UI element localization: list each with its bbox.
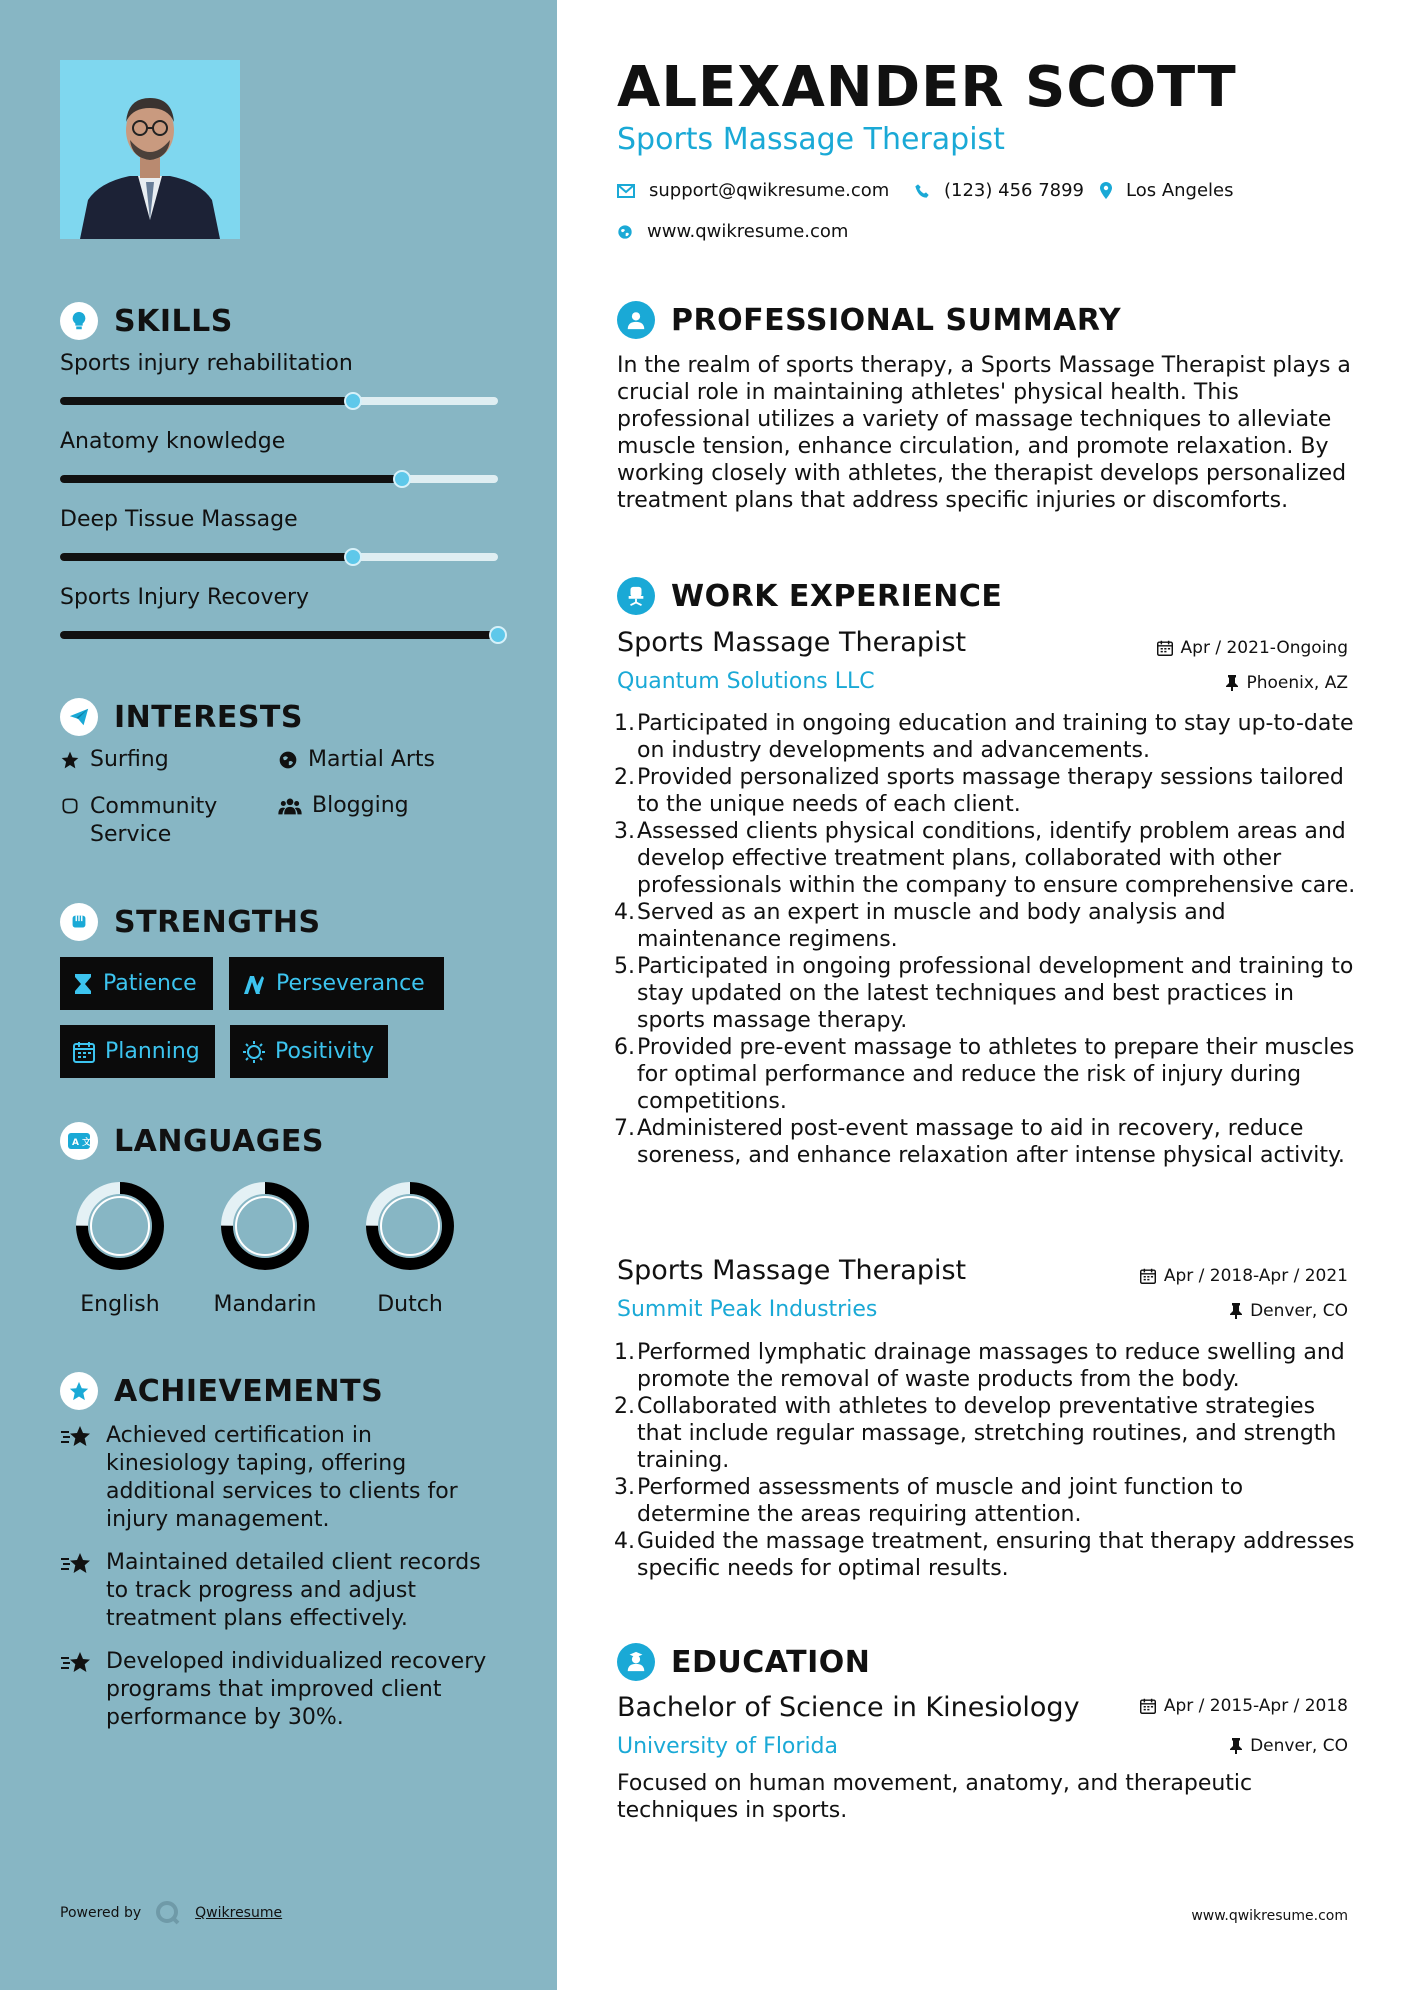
hourglass-icon [73,973,93,995]
strengths-title: STRENGTHS [114,904,321,940]
language-ring [362,1178,458,1274]
list-item: 6. Provided pre-event massage to athletes to prepare their muscles for optimal performance and reduce the risk of injury during competitions. [614,1035,1355,1114]
achievement-text: Achieved certification in kinesiology taping, offering additional services to clients for injury management. [106,1423,458,1532]
calendar-icon [1140,1698,1156,1714]
skill-bar-knob [393,470,411,488]
phone-icon [914,183,930,199]
strength-chip [229,957,444,1010]
powered-by-label: Powered by [60,1905,142,1921]
duty-text: Served as an expert in muscle and body analysis and maintenance regimens. [637,900,1226,952]
sidebar [0,0,557,1990]
graduate-icon [617,1643,655,1681]
list-item: 1. Performed lymphatic drainage massages to reduce swelling and promote the removal of waste products from the body. [611,1339,1356,1393]
summary-text: In the realm of sports therapy, a Sports Massage Therapist plays a crucial role in maintaining athletes' physical health. This professional utilizes a variety of massage techniques to alleviate muscle tension, enhance circulation, and promote relaxation. By working closely with athletes, the therapist develops personalized treatment plans that address specific injuries or discomforts. [617,353,1351,513]
list-item: 3. Assessed clients physical conditions, identify problem areas and develop effective treatment plans, collaborated with other professionals within the company to ensure comprehensive care. [614,819,1356,898]
shooting-star-icon [60,1551,94,1577]
interest-item [278,793,409,818]
job-duties-list [611,1339,1356,1582]
achievements-heading [60,1372,383,1410]
education-location-text: Denver, CO [1250,1736,1348,1756]
skill-bar [60,475,498,483]
globe-icon [278,750,298,770]
achievement-item [60,1549,500,1633]
interest-item [278,747,435,772]
location-contact [1100,180,1234,201]
candidate-role: Sports Massage Therapist [617,122,1005,157]
summary-title: PROFESSIONAL SUMMARY [671,302,1122,338]
language-label: English [80,1292,160,1317]
languages-heading [60,1122,324,1160]
calendar-icon [73,1041,95,1063]
achievement-item [60,1422,500,1534]
job-title: Sports Massage Therapist [617,627,967,658]
duty-text: Participated in ongoing education and training to stay up-to-date on industry developments and advancements. [637,711,1354,763]
email-text: support@qwikresume.com [649,180,890,201]
experience-title: WORK EXPERIENCE [671,578,1003,614]
phone-text: (123) 456 7899 [944,180,1085,201]
list-item: 2. Collaborated with athletes to develop preventative strategies that include regular massage, stretching routines, and strength training. [611,1393,1356,1474]
hiking-icon [242,974,266,994]
language-label: Dutch [377,1292,443,1317]
strength-label: Patience [103,971,197,996]
skill-bar-knob [344,392,362,410]
job-dates-text: Apr / 2021-Ongoing [1180,638,1348,658]
list-item: 5. Participated in ongoing professional development and training to stay updated on the latest techniques and best practices in sports massage therapy. [611,953,1356,1034]
calendar-icon [1157,640,1173,656]
skill-bar [60,397,498,405]
website-contact[interactable] [617,221,848,242]
website-text: www.qwikresume.com [647,221,849,242]
duty-text: Administered post-event massage to aid in recovery, reduce soreness, and enhance relaxation after intense physical activity. [637,1116,1345,1168]
duty-text: Assessed clients physical conditions, identify problem areas and develop effective treatment plans, collaborated with other professionals within the company to ensure comprehensive care. [637,819,1356,898]
skill-bar-fill [60,475,402,483]
language-icon [60,1122,98,1160]
sun-icon [243,1041,265,1063]
strength-chip [60,957,213,1010]
skill-item [60,507,500,532]
list-item: 2. Provided personalized sports massage therapy sessions tailored to the unique needs of each client. [611,764,1356,818]
profile-photo [60,60,240,239]
globe-icon [617,224,633,240]
interest-label: Surfing [90,747,169,772]
interests-title: INTERESTS [114,699,303,735]
svg-text:A 文: A 文 [72,1138,91,1148]
language-item [60,1178,180,1317]
skill-bar-fill [60,397,353,405]
interest-label: Blogging [312,793,409,818]
achievements-title: ACHIEVEMENTS [114,1373,384,1409]
phone-contact[interactable] [914,180,1084,201]
duty-text: Provided personalized sports massage therapy sessions tailored to the unique needs of each client. [637,765,1344,817]
list-item: 4. Served as an expert in muscle and body analysis and maintenance regimens. [611,899,1356,953]
languages-title: LANGUAGES [114,1123,324,1159]
language-label: Mandarin [213,1292,317,1317]
duty-text: Collaborated with athletes to develop preventative strategies that include regular massage, stretching routines, and strength training. [637,1394,1337,1473]
education-title: EDUCATION [671,1644,871,1680]
pushpin-icon [1230,1303,1242,1319]
job-dates [1157,638,1348,658]
brand-link[interactable]: Qwikresume [195,1905,283,1921]
skill-bar-fill [60,553,353,561]
fist-icon [60,903,98,941]
location-text: Los Angeles [1126,180,1234,201]
skill-label: Sports Injury Recovery [60,585,310,610]
experience-heading [617,577,1002,615]
skill-item [60,585,500,610]
map-pin-icon [1100,182,1112,199]
achievement-text: Maintained detailed client records to track progress and adjust treatment plans effectively. [106,1550,481,1631]
job-location [1226,673,1348,693]
envelope-icon [617,184,635,198]
achievement-item [60,1648,500,1732]
skill-item [60,429,500,454]
interest-label: Martial Arts [308,747,436,772]
list-item: 4. Guided the massage treatment, ensuring that therapy addresses specific needs for optimal results. [614,1529,1355,1581]
duty-text: Guided the massage treatment, ensuring that therapy addresses specific needs for optimal results. [637,1529,1355,1581]
list-item: 3. Performed assessments of muscle and joint function to determine the areas requiring attention. [611,1474,1356,1528]
education-text: Focused on human movement, anatomy, and therapeutic techniques in sports. [617,1771,1253,1823]
paper-plane-icon [60,698,98,736]
education-location [1230,1736,1348,1756]
award-star-icon [60,1372,98,1410]
duty-text: Performed assessments of muscle and joint function to determine the areas requiring attention. [637,1475,1244,1527]
strength-label: Perseverance [276,971,425,996]
language-ring [217,1178,313,1274]
skill-bar-knob [344,548,362,566]
star-icon [60,750,80,770]
user-icon [617,301,655,339]
achievement-text: Developed individualized recovery programs that improved client performance by 30%. [106,1649,487,1730]
job-company: Summit Peak Industries [617,1297,878,1322]
strength-label: Positivity [275,1039,375,1064]
job-title: Sports Massage Therapist [617,1255,967,1286]
duty-text: Participated in ongoing professional development and training to stay updated on the latest techniques and best practices in sports massage therapy. [637,954,1354,1033]
pushpin-icon [1226,675,1238,691]
interest-item [60,747,169,772]
pushpin-icon [1230,1738,1242,1754]
hand-icon [60,796,80,816]
skill-bar-knob [489,626,507,644]
strength-chip [230,1025,388,1078]
degree-title: Bachelor of Science in Kinesiology [617,1692,1080,1723]
summary-heading [617,301,1121,339]
list-item: 1. Participated in ongoing education and training to stay up-to-date on industry developments and advancements. [611,710,1356,764]
job-company: Quantum Solutions LLC [617,669,875,694]
list-item: 7. Administered post-event massage to aid in recovery, reduce soreness, and enhance relaxation after intense physical activity. [611,1115,1356,1169]
duty-text: Provided pre-event massage to athletes to prepare their muscles for optimal performance and reduce the risk of injury during competitions. [637,1035,1355,1114]
language-item [205,1178,325,1317]
education-dates-text: Apr / 2015-Apr / 2018 [1163,1696,1348,1716]
job-location-text: Phoenix, AZ [1246,673,1348,693]
strength-label: Planning [105,1039,200,1064]
duty-text: Performed lymphatic drainage massages to reduce swelling and promote the removal of waste products from the body. [637,1340,1345,1392]
office-chair-icon [617,577,655,615]
skills-title: SKILLS [114,303,233,339]
skill-bar-fill [60,631,498,639]
lightbulb-icon [60,302,98,340]
education-heading [617,1643,870,1681]
calendar-icon [1140,1268,1156,1284]
interests-heading [60,698,303,736]
skill-item [60,351,500,376]
job-duties-list [611,710,1356,1169]
education-dates [1140,1696,1348,1716]
job-dates [1140,1266,1348,1286]
shooting-star-icon [60,1650,94,1676]
skill-bar [60,631,498,639]
skill-label: Deep Tissue Massage [60,507,298,532]
job-dates-text: Apr / 2018-Apr / 2021 [1163,1266,1348,1286]
email-contact[interactable] [617,180,889,201]
users-icon [278,796,302,816]
strength-chip [60,1025,215,1078]
footer-url[interactable]: www.qwikresume.com [1191,1908,1348,1924]
skill-bar [60,553,498,561]
skills-heading [60,302,233,340]
interest-label: Community Service [90,794,218,847]
school-name: University of Florida [617,1734,838,1759]
shooting-star-icon [60,1424,94,1450]
qwikresume-logo-icon [155,1900,181,1926]
job-location [1230,1301,1348,1321]
candidate-name: ALEXANDER SCOTT [617,55,1237,120]
strengths-heading [60,903,321,941]
interest-item [60,793,245,849]
skill-label: Sports injury rehabilitation [60,351,353,376]
language-ring [72,1178,168,1274]
job-location-text: Denver, CO [1250,1301,1348,1321]
language-item [350,1178,470,1317]
powered-by [60,1900,282,1926]
skill-label: Anatomy knowledge [60,429,286,454]
